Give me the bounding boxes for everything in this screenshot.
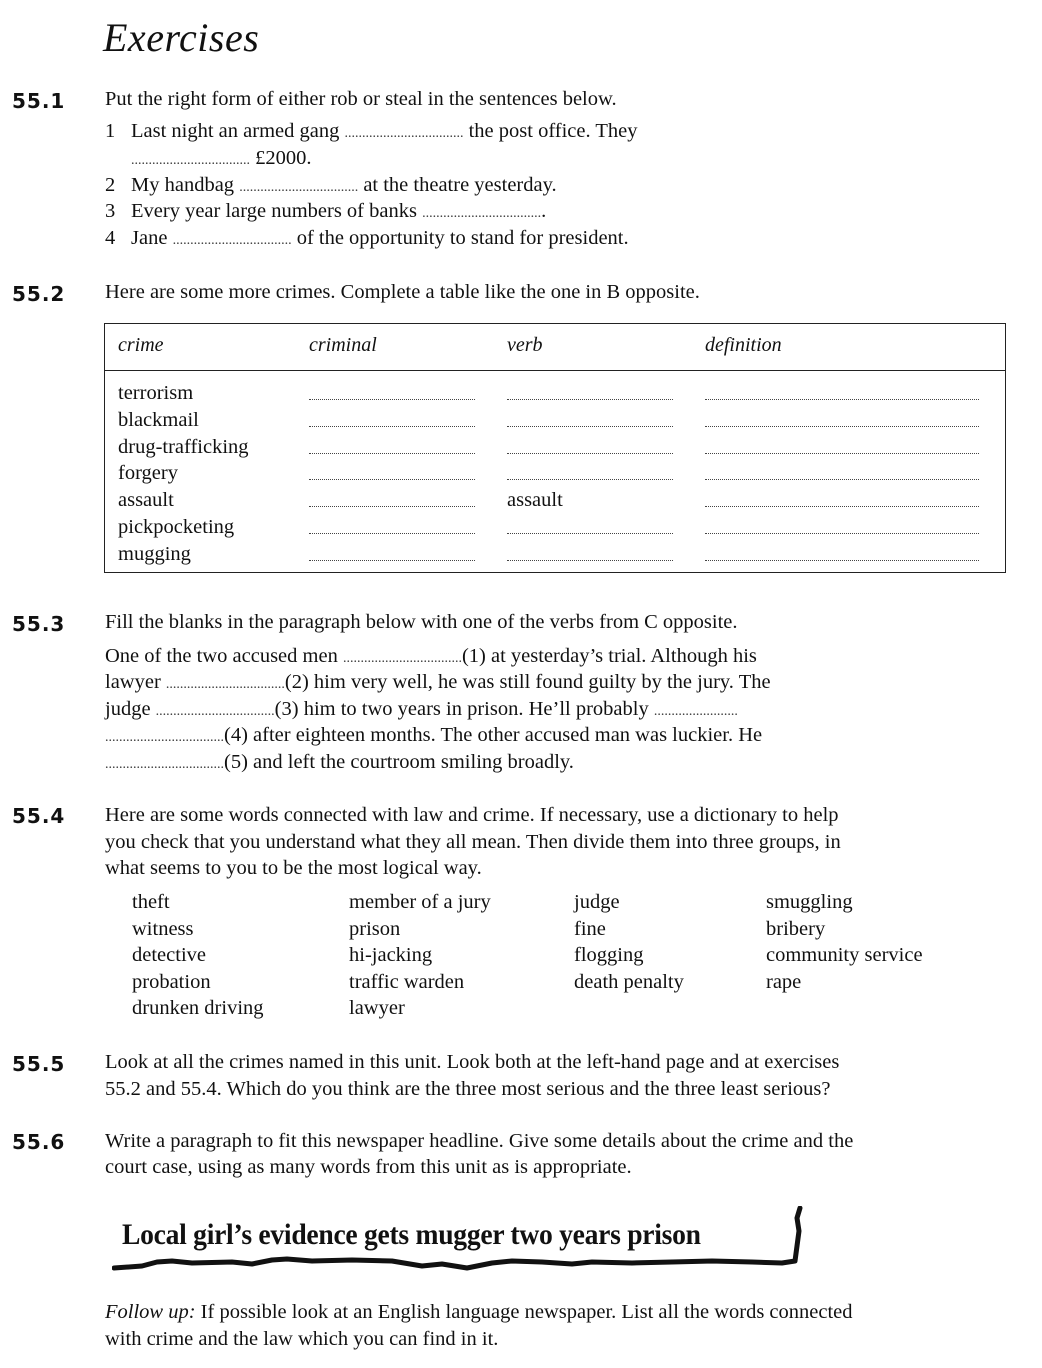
crime-cell: forgery — [118, 462, 178, 485]
follow-up-text: If possible look at an English language newspaper. List all the words connected — [195, 1301, 853, 1323]
newspaper-headline — [112, 1206, 812, 1288]
criminal-blank[interactable] — [309, 479, 475, 480]
blank[interactable]: .................................. — [422, 206, 542, 221]
sentence-text: Last night an armed gang — [131, 120, 340, 142]
word-item: smuggling — [766, 891, 853, 913]
criminal-blank[interactable] — [309, 533, 475, 534]
sentence-1-continued — [131, 145, 312, 175]
word-item: drunken driving — [132, 997, 264, 1020]
table-header — [105, 324, 1005, 371]
paragraph-line-2 — [105, 669, 771, 699]
paragraph-text: (3) him to two years in prison. He’ll probably — [274, 698, 649, 720]
verb-blank[interactable] — [507, 533, 673, 534]
word-item: member of a jury — [349, 891, 491, 913]
blank[interactable]: .................................. — [344, 126, 464, 141]
sentence-3 — [105, 198, 546, 228]
exercise-text-line-2: 55.2 and 55.4. Which do you think are the three most serious and the three least serious? — [105, 1078, 831, 1100]
exercise-instruction: Put the right form of either rob or steal in the sentences below. — [105, 88, 617, 110]
exercise-number-55-1: 55.1 — [12, 89, 66, 113]
item-number: 2 — [105, 174, 116, 196]
criminal-blank[interactable] — [309, 453, 475, 454]
exercise-number-55-6: 55.6 — [12, 1130, 66, 1154]
verb-blank[interactable] — [507, 399, 673, 400]
paragraph-text: (4) after eighteen months. The other accused man was luckier. He — [224, 724, 763, 746]
follow-up-line-1 — [105, 1299, 853, 1326]
crime-cell: terrorism — [118, 382, 194, 404]
word-item: community service — [766, 944, 923, 967]
column-header-verb: verb — [507, 334, 543, 356]
item-number: 3 — [105, 200, 116, 222]
sentence-text: Every year large numbers of banks — [131, 200, 417, 222]
column-header-definition: definition — [705, 334, 782, 356]
crime-table — [104, 323, 1006, 573]
table-row — [105, 434, 1005, 461]
table-row — [105, 541, 1005, 568]
blank[interactable]: .................................. — [165, 677, 285, 692]
table-row — [105, 487, 1005, 514]
definition-blank[interactable] — [705, 479, 979, 480]
sentence-text: My handbag — [131, 174, 235, 196]
blank[interactable]: .................................. — [172, 233, 292, 248]
definition-blank[interactable] — [705, 533, 979, 534]
verb-blank[interactable] — [507, 479, 673, 480]
criminal-blank[interactable] — [309, 506, 475, 507]
sentence-text: . — [541, 200, 547, 222]
sentence-1 — [105, 118, 638, 148]
criminal-blank[interactable] — [309, 399, 475, 400]
verb-blank[interactable] — [507, 453, 673, 454]
definition-blank[interactable] — [705, 560, 979, 561]
blank[interactable]: .................................. — [105, 730, 224, 745]
definition-blank[interactable] — [705, 426, 979, 427]
paragraph-text: lawyer — [105, 671, 161, 693]
word-item: fine — [574, 917, 606, 940]
item-number: 1 — [105, 120, 116, 142]
blank[interactable]: .................................. — [105, 757, 224, 772]
word-item: lawyer — [349, 997, 405, 1020]
word-item: prison — [349, 917, 401, 940]
column-header-criminal: criminal — [309, 334, 377, 356]
criminal-blank[interactable] — [309, 426, 475, 427]
exercise-instruction: Here are some more crimes. Complete a table like the one in B opposite. — [105, 281, 700, 303]
sentence-text: the post office. They — [468, 120, 638, 142]
paragraph-text: (1) at yesterday’s trial. Although his — [461, 645, 757, 667]
word-item: bribery — [766, 917, 826, 940]
follow-up-line-2: with crime and the law which you can find in it. — [105, 1328, 499, 1350]
follow-up-label: Follow up: — [105, 1301, 196, 1323]
exercise-number-55-2: 55.2 — [12, 282, 66, 306]
instruction-line-1: Here are some words connected with law and crime. If necessary, use a dictionary to help — [105, 804, 839, 826]
verb-blank[interactable] — [507, 426, 673, 427]
blank[interactable]: .................................. — [155, 704, 275, 719]
blank[interactable]: ........................ — [653, 704, 738, 719]
table-row — [105, 514, 1005, 541]
sentence-text: at the theatre yesterday. — [363, 174, 557, 196]
verb-cell: assault — [507, 489, 563, 512]
page-title: Exercises — [103, 15, 260, 60]
table-row — [105, 407, 1005, 434]
sentence-text: Jane — [131, 227, 168, 249]
word-item: traffic warden — [349, 970, 465, 993]
exercise-number-55-5: 55.5 — [12, 1052, 66, 1076]
sentence-text: of the opportunity to stand for president. — [296, 227, 629, 249]
word-item: theft — [132, 891, 170, 913]
word-item: judge — [574, 891, 620, 913]
exercise-text-line-1: Write a paragraph to fit this newspaper headline. Give some details about the crime and the — [105, 1130, 854, 1152]
word-item: witness — [132, 917, 194, 940]
verb-blank[interactable] — [507, 560, 673, 561]
item-number: 4 — [105, 227, 116, 249]
exercise-instruction: Fill the blanks in the paragraph below with one of the verbs from C opposite. — [105, 611, 738, 633]
sentence-4 — [105, 225, 629, 255]
instruction-line-2: you check that you understand what they all mean. Then divide them into three groups, in — [105, 831, 841, 853]
paragraph-line-5 — [105, 749, 574, 779]
paragraph-text: One of the two accused men — [105, 645, 338, 667]
word-item: flogging — [574, 944, 644, 967]
word-item: rape — [766, 970, 802, 993]
word-item: death penalty — [574, 970, 684, 993]
exercise-text-line-2: court case, using as many words from this unit as is appropriate. — [105, 1156, 632, 1178]
blank[interactable]: .................................. — [131, 153, 250, 168]
crime-cell: assault — [118, 489, 174, 512]
crime-cell: pickpocketing — [118, 516, 235, 538]
table-row — [105, 380, 1005, 407]
table-row — [105, 460, 1005, 487]
definition-blank[interactable] — [705, 399, 979, 400]
definition-blank[interactable] — [705, 506, 979, 507]
word-item: probation — [132, 970, 211, 993]
paragraph-text: (5) and left the courtroom smiling broadly. — [224, 751, 574, 773]
exercise-text-line-1: Look at all the crimes named in this unit. Look both at the left-hand page and at exercises — [105, 1051, 840, 1073]
sentence-text: £2000. — [255, 147, 312, 169]
paragraph-text: judge — [105, 698, 151, 720]
headline-text: Local girl’s evidence gets mugger two years prison — [122, 1218, 701, 1251]
crime-cell: blackmail — [118, 408, 199, 431]
instruction-line-3: what seems to you to be the most logical way. — [105, 857, 482, 879]
word-item: detective — [132, 944, 206, 967]
word-item: hi-jacking — [349, 944, 433, 967]
crime-cell: drug-trafficking — [118, 435, 249, 458]
definition-blank[interactable] — [705, 453, 979, 454]
exercise-number-55-4: 55.4 — [12, 804, 66, 828]
paragraph-text: (2) him very well, he was still found guilty by the jury. The — [284, 671, 771, 693]
blank[interactable]: .................................. — [342, 651, 462, 666]
exercise-number-55-3: 55.3 — [12, 612, 66, 636]
column-header-crime: crime — [118, 334, 164, 356]
blank[interactable]: .................................. — [239, 180, 359, 195]
criminal-blank[interactable] — [309, 560, 475, 561]
crime-cell: mugging — [118, 542, 191, 565]
paragraph-line-4 — [105, 722, 762, 752]
